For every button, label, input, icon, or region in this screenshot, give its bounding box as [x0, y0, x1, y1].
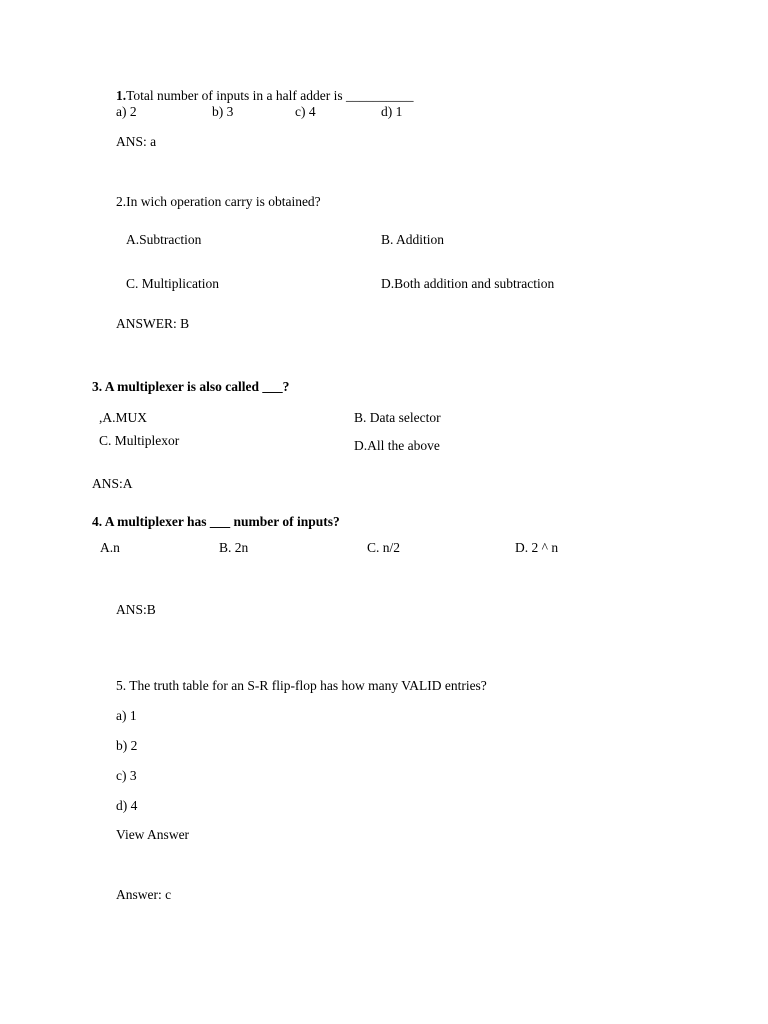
q5-option-d: d) 4 — [116, 798, 138, 813]
q1-text: Total number of inputs in a half adder is __________ — [126, 88, 414, 103]
q4-option-b: B. 2n — [219, 540, 249, 555]
q2-option-a: A.Subtraction — [126, 232, 202, 247]
q1-question — [116, 88, 414, 104]
q5-question: 5. The truth table for an S-R flip-flop has how many VALID entries? — [116, 678, 487, 693]
q1-answer: ANS: a — [116, 134, 157, 149]
q5-option-b: b) 2 — [116, 738, 138, 753]
q4-option-d: D. 2 ^ n — [515, 540, 559, 555]
q1-option-b: b) 3 — [212, 104, 234, 119]
q3-option-b: B. Data selector — [354, 410, 441, 425]
q2-answer: ANSWER: B — [116, 316, 190, 331]
q4-answer: ANS:B — [116, 602, 156, 617]
q4-question: 4. A multiplexer has ___ number of inputs? — [92, 514, 340, 529]
q5-answer: Answer: c — [116, 887, 172, 902]
q3-answer: ANS:A — [92, 476, 133, 491]
q1-option-d: d) 1 — [381, 104, 403, 119]
q5-view-answer: View Answer — [116, 827, 190, 842]
q5-option-c: c) 3 — [116, 768, 137, 783]
q2-option-c: C. Multiplication — [126, 276, 219, 291]
q1-option-a: a) 2 — [116, 104, 137, 119]
q5-option-a: a) 1 — [116, 708, 137, 723]
q2-option-d: D.Both addition and subtraction — [381, 276, 555, 291]
q4-option-a: A.n — [100, 540, 120, 555]
q1-number: 1. — [116, 88, 127, 103]
q3-question: 3. A multiplexer is also called ___? — [92, 379, 290, 394]
q1-option-c: c) 4 — [295, 104, 316, 119]
q3-option-c: C. Multiplexor — [99, 433, 180, 448]
q3-option-a: ,A.MUX — [99, 410, 148, 425]
q4-option-c: C. n/2 — [367, 540, 401, 555]
q2-question: 2.In wich operation carry is obtained? — [116, 194, 321, 209]
q2-option-b: B. Addition — [381, 232, 445, 247]
q3-option-d: D.All the above — [354, 438, 440, 453]
